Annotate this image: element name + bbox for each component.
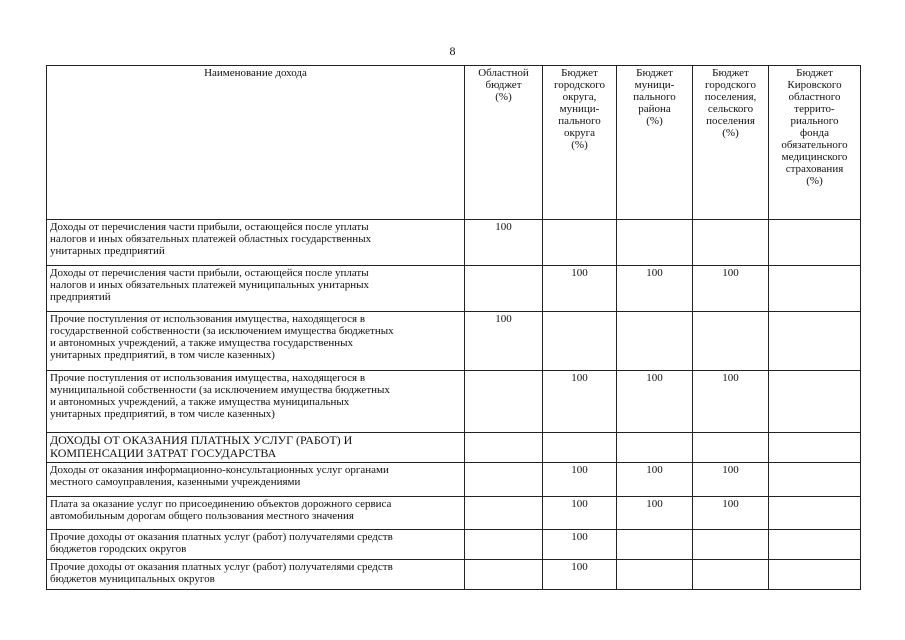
text-line: района bbox=[638, 103, 671, 115]
text-line: округа, bbox=[562, 91, 597, 103]
text-line: унитарных предприятий, в том числе казенных) bbox=[50, 349, 275, 361]
text-line: ДОХОДЫ ОТ ОКАЗАНИЯ ПЛАТНЫХ УСЛУГ (РАБОТ) И bbox=[50, 433, 353, 447]
settlement-budget-cell bbox=[693, 220, 769, 266]
revenue-name-cell bbox=[47, 371, 465, 433]
medical-insurance-fund-header bbox=[769, 66, 861, 220]
city-district-budget-cell: 100 bbox=[543, 266, 617, 312]
municipal-district-budget-cell bbox=[617, 312, 693, 371]
revenue-name-header: Наименование дохода bbox=[47, 66, 465, 220]
text-line: бюджетов муниципальных округов bbox=[50, 573, 215, 585]
revenue-name-cell bbox=[47, 463, 465, 497]
medical-insurance-fund-cell bbox=[769, 371, 861, 433]
text-line: Кировского bbox=[787, 79, 842, 91]
text-line: Доходы от оказания информационно-консультационных услуг органами bbox=[50, 464, 389, 476]
text-line: Бюджет bbox=[796, 67, 833, 79]
settlement-budget-cell bbox=[693, 530, 769, 560]
text-line: Доходы от перечисления части прибыли, остающейся после уплаты bbox=[50, 221, 369, 233]
table-row bbox=[47, 220, 861, 266]
text-line: Прочие доходы от оказания платных услуг (работ) получателями средств bbox=[50, 561, 393, 573]
city-district-budget-cell: 100 bbox=[543, 371, 617, 433]
text-line: террито- bbox=[794, 103, 835, 115]
revenue-name-cell bbox=[47, 530, 465, 560]
text-line: медицинского bbox=[781, 151, 848, 163]
text-line: округа bbox=[563, 127, 596, 139]
text-line: местного самоуправления, казенными учреждениями bbox=[50, 476, 301, 488]
revenue-name-cell bbox=[47, 497, 465, 530]
text-line: пального bbox=[558, 115, 601, 127]
municipal-district-budget-cell bbox=[617, 530, 693, 560]
regional-budget-cell: 100 bbox=[465, 312, 543, 371]
revenue-name-cell bbox=[47, 312, 465, 371]
regional-budget-cell bbox=[465, 463, 543, 497]
text-line: поселения bbox=[706, 115, 755, 127]
text-line: Плата за оказание услуг по присоединению объектов дорожного сервиса bbox=[50, 498, 392, 510]
text-line: городского bbox=[554, 79, 605, 91]
regional-budget-cell bbox=[465, 371, 543, 433]
text-line: областного bbox=[788, 91, 841, 103]
regional-budget-cell bbox=[465, 497, 543, 530]
text-line: Областной bbox=[478, 67, 529, 79]
municipal-district-budget-cell bbox=[617, 560, 693, 590]
text-line: унитарных предприятий bbox=[50, 245, 165, 257]
settlement-budget-cell: 100 bbox=[693, 463, 769, 497]
text-line: муниципальной собственности (за исключением имущества бюджетных bbox=[50, 384, 390, 396]
regional-budget-cell bbox=[465, 266, 543, 312]
settlement-budget-cell: 100 bbox=[693, 266, 769, 312]
municipal-district-budget-header bbox=[617, 66, 693, 220]
text-line: городского bbox=[705, 79, 756, 91]
medical-insurance-fund-cell bbox=[769, 312, 861, 371]
medical-insurance-fund-cell bbox=[769, 560, 861, 590]
city-district-budget-cell: 100 bbox=[543, 463, 617, 497]
medical-insurance-fund-cell bbox=[769, 497, 861, 530]
section-heading-cell bbox=[47, 433, 465, 463]
text-line: и автономных учреждений, а также имущества муниципальных bbox=[50, 396, 350, 408]
text-line: налогов и иных обязательных платежей областных государственных bbox=[50, 233, 372, 245]
table-row bbox=[47, 497, 861, 530]
text-line: Бюджет bbox=[636, 67, 673, 79]
medical-insurance-fund-cell bbox=[769, 433, 861, 463]
text-line: сельского bbox=[707, 103, 754, 115]
text-line: предприятий bbox=[50, 291, 111, 303]
revenue-name-cell bbox=[47, 220, 465, 266]
text-line: унитарных предприятий, в том числе казенных) bbox=[50, 408, 275, 420]
text-line: КОМПЕНСАЦИИ ЗАТРАТ ГОСУДАРСТВА bbox=[50, 446, 277, 460]
table-row bbox=[47, 463, 861, 497]
text-line: обязательного bbox=[781, 139, 848, 151]
city-district-budget-cell: 100 bbox=[543, 497, 617, 530]
table-body bbox=[47, 220, 861, 590]
text-line: фонда bbox=[800, 127, 829, 139]
settlement-budget-cell bbox=[693, 433, 769, 463]
municipal-district-budget-cell bbox=[617, 433, 693, 463]
settlement-budget-cell: 100 bbox=[693, 497, 769, 530]
text-line: бюджетов городских округов bbox=[50, 543, 187, 555]
text-line: (%) bbox=[646, 115, 663, 127]
text-line: Доходы от перечисления части прибыли, остающейся после уплаты bbox=[50, 267, 369, 279]
text-line: Прочие поступления от использования имущества, находящегося в bbox=[50, 313, 366, 325]
text-line: риального bbox=[790, 115, 839, 127]
text-line: (%) bbox=[806, 175, 823, 187]
text-line: Прочие доходы от оказания платных услуг (работ) получателями средств bbox=[50, 531, 393, 543]
regional-budget-cell: 100 bbox=[465, 220, 543, 266]
city-district-budget-header bbox=[543, 66, 617, 220]
medical-insurance-fund-cell bbox=[769, 266, 861, 312]
city-district-budget-cell bbox=[543, 433, 617, 463]
text-line: муници- bbox=[634, 79, 675, 91]
text-line: Бюджет bbox=[561, 67, 598, 79]
text-line: (%) bbox=[571, 139, 588, 151]
regional-budget-cell bbox=[465, 530, 543, 560]
table-row bbox=[47, 530, 861, 560]
revenue-name-cell bbox=[47, 266, 465, 312]
regional-budget-cell bbox=[465, 433, 543, 463]
text-line: муници- bbox=[559, 103, 600, 115]
revenue-distribution-table bbox=[46, 65, 861, 590]
city-district-budget-cell: 100 bbox=[543, 560, 617, 590]
settlement-budget-cell bbox=[693, 312, 769, 371]
table-row bbox=[47, 371, 861, 433]
table-row bbox=[47, 266, 861, 312]
municipal-district-budget-cell: 100 bbox=[617, 371, 693, 433]
regional-budget-header bbox=[465, 66, 543, 220]
text-line: бюджет bbox=[485, 79, 522, 91]
page-number: 8 bbox=[449, 44, 456, 58]
medical-insurance-fund-cell bbox=[769, 463, 861, 497]
text-line: страхования bbox=[785, 163, 844, 175]
text-line: Прочие поступления от использования имущества, находящегося в bbox=[50, 372, 366, 384]
medical-insurance-fund-cell bbox=[769, 530, 861, 560]
settlement-budget-cell: 100 bbox=[693, 371, 769, 433]
text-line: государственной собственности (за исключением имущества бюджетных bbox=[50, 325, 394, 337]
table-row bbox=[47, 433, 861, 463]
table-row bbox=[47, 560, 861, 590]
text-line: пального bbox=[633, 91, 676, 103]
text-line: автомобильным дорогам общего пользования местного значения bbox=[50, 510, 354, 522]
text-line: налогов и иных обязательных платежей муниципальных унитарных bbox=[50, 279, 370, 291]
regional-budget-cell bbox=[465, 560, 543, 590]
table-row bbox=[47, 312, 861, 371]
text-line: и автономных учреждений, а также имущества государственных bbox=[50, 337, 354, 349]
city-district-budget-cell bbox=[543, 312, 617, 371]
municipal-district-budget-cell: 100 bbox=[617, 266, 693, 312]
medical-insurance-fund-cell bbox=[769, 220, 861, 266]
city-district-budget-cell bbox=[543, 220, 617, 266]
settlement-budget-header bbox=[693, 66, 769, 220]
text-line: поселения, bbox=[704, 91, 757, 103]
municipal-district-budget-cell bbox=[617, 220, 693, 266]
table-header-row bbox=[47, 66, 861, 220]
municipal-district-budget-cell: 100 bbox=[617, 463, 693, 497]
settlement-budget-cell bbox=[693, 560, 769, 590]
city-district-budget-cell: 100 bbox=[543, 530, 617, 560]
municipal-district-budget-cell: 100 bbox=[617, 497, 693, 530]
text-line: Бюджет bbox=[712, 67, 749, 79]
text-line: (%) bbox=[495, 91, 512, 103]
text-line: (%) bbox=[722, 127, 739, 139]
revenue-name-cell bbox=[47, 560, 465, 590]
